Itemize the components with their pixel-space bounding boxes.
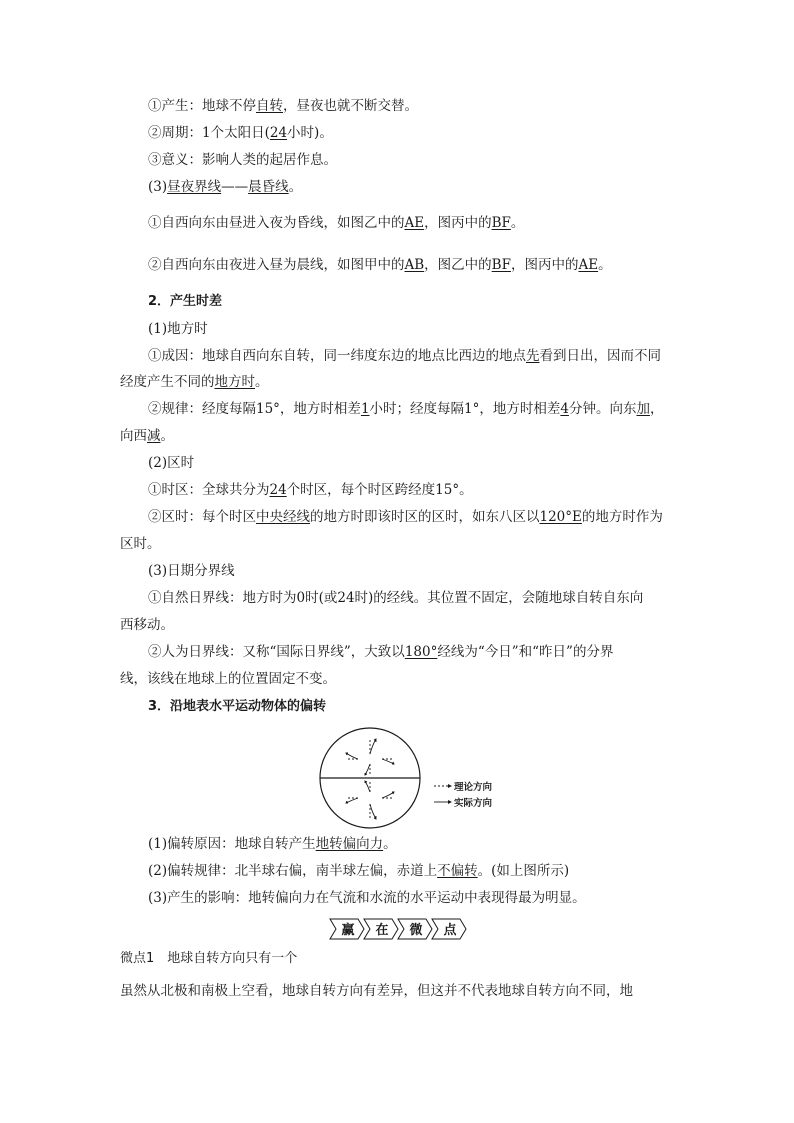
text-line: 西移动。 [120, 617, 174, 633]
text-line: ①产生：地球不停自转，昼夜也就不断交替。 [148, 98, 418, 114]
section-heading: 3．沿地表水平运动物体的偏转 [148, 699, 327, 714]
legend [434, 781, 493, 809]
text-line: (3)产生的影响：地转偏向力在气流和水流的水平运动中表现得最为明显。 [148, 890, 586, 906]
banner-char: 点 [443, 923, 457, 938]
section-heading: 2．产生时差 [148, 294, 223, 309]
text-line: ②周期：1个太阳日(24小时)。 [148, 125, 333, 141]
text-line: 虽然从北极和南极上空看，地球自转方向有差异，但这并不代表地球自转方向不同，地 [120, 983, 633, 999]
section-banner [328, 917, 468, 941]
arc-label: AE [404, 215, 425, 231]
banner-char: 微 [409, 923, 423, 938]
text-line: (1)偏转原因：地球自转产生地转偏向力。 [148, 836, 397, 852]
text-line: ②区时：每个时区中央经线的地方时即该时区的区时，如东八区以120°E的地方时作为 [148, 509, 663, 525]
text-line: 向西减。 [120, 428, 174, 444]
text-line: (1)地方时 [148, 321, 208, 337]
text-line: ①成因：地球自西向东自转，同一纬度东边的地点比西边的地点先看到日出，因而不同 [148, 348, 661, 364]
text-line: 区时。 [120, 536, 161, 552]
text-line: (2)区时 [148, 455, 195, 471]
text-line: 经度产生不同的地方时。 [120, 374, 269, 390]
text-line: ①自西向东由昼进入夜为昏线，如图乙中的AE，图丙中的BF。 [148, 215, 525, 231]
text-line: ①自然日界线：地方时为0时(或24时)的经线。其位置不固定，会随地球自转自东向 [148, 590, 644, 606]
text-line: (3)日期分界线 [148, 563, 235, 579]
text-line: ②规律：经度每隔15°，地方时相差1小时；经度每隔1°，地方时相差4分钟。向东加， [148, 401, 664, 417]
text-line: ②自西向东由夜进入昼为晨线，如图甲中的AB，图乙中的BF，图丙中的AE。 [148, 257, 612, 273]
micro-point-title: 微点1 地球自转方向只有一个 [120, 951, 298, 966]
deflection-diagram [318, 726, 508, 830]
arc-label: AE [578, 257, 599, 273]
text-line: ③意义：影响人类的起居作息。 [148, 152, 337, 168]
text-line: ②人为日界线：又称“国际日界线”，大致以180°经线为“今日”和“昨日”的分界 [148, 644, 614, 660]
text-line: 线，该线在地球上的位置固定不变。 [120, 671, 336, 687]
south-hemisphere-arrows [346, 780, 394, 820]
text-line: (3)昼夜界线——晨昏线。 [148, 179, 303, 195]
arc-label: AB [404, 257, 425, 273]
text-line: ①时区：全球共分为24个时区，每个时区跨经度15°。 [148, 482, 473, 498]
banner-char: 在 [375, 923, 389, 938]
legend-theory-label: 理论方向 [454, 782, 493, 793]
banner-char: 赢 [341, 923, 355, 938]
arc-label: BF [491, 215, 511, 231]
north-hemisphere-arrows [346, 738, 394, 776]
arc-label: BF [491, 257, 511, 273]
legend-actual-label: 实际方向 [454, 798, 493, 809]
text-line: (2)偏转规律：北半球右偏，南半球左偏，赤道上不偏转。(如上图所示) [148, 863, 570, 879]
